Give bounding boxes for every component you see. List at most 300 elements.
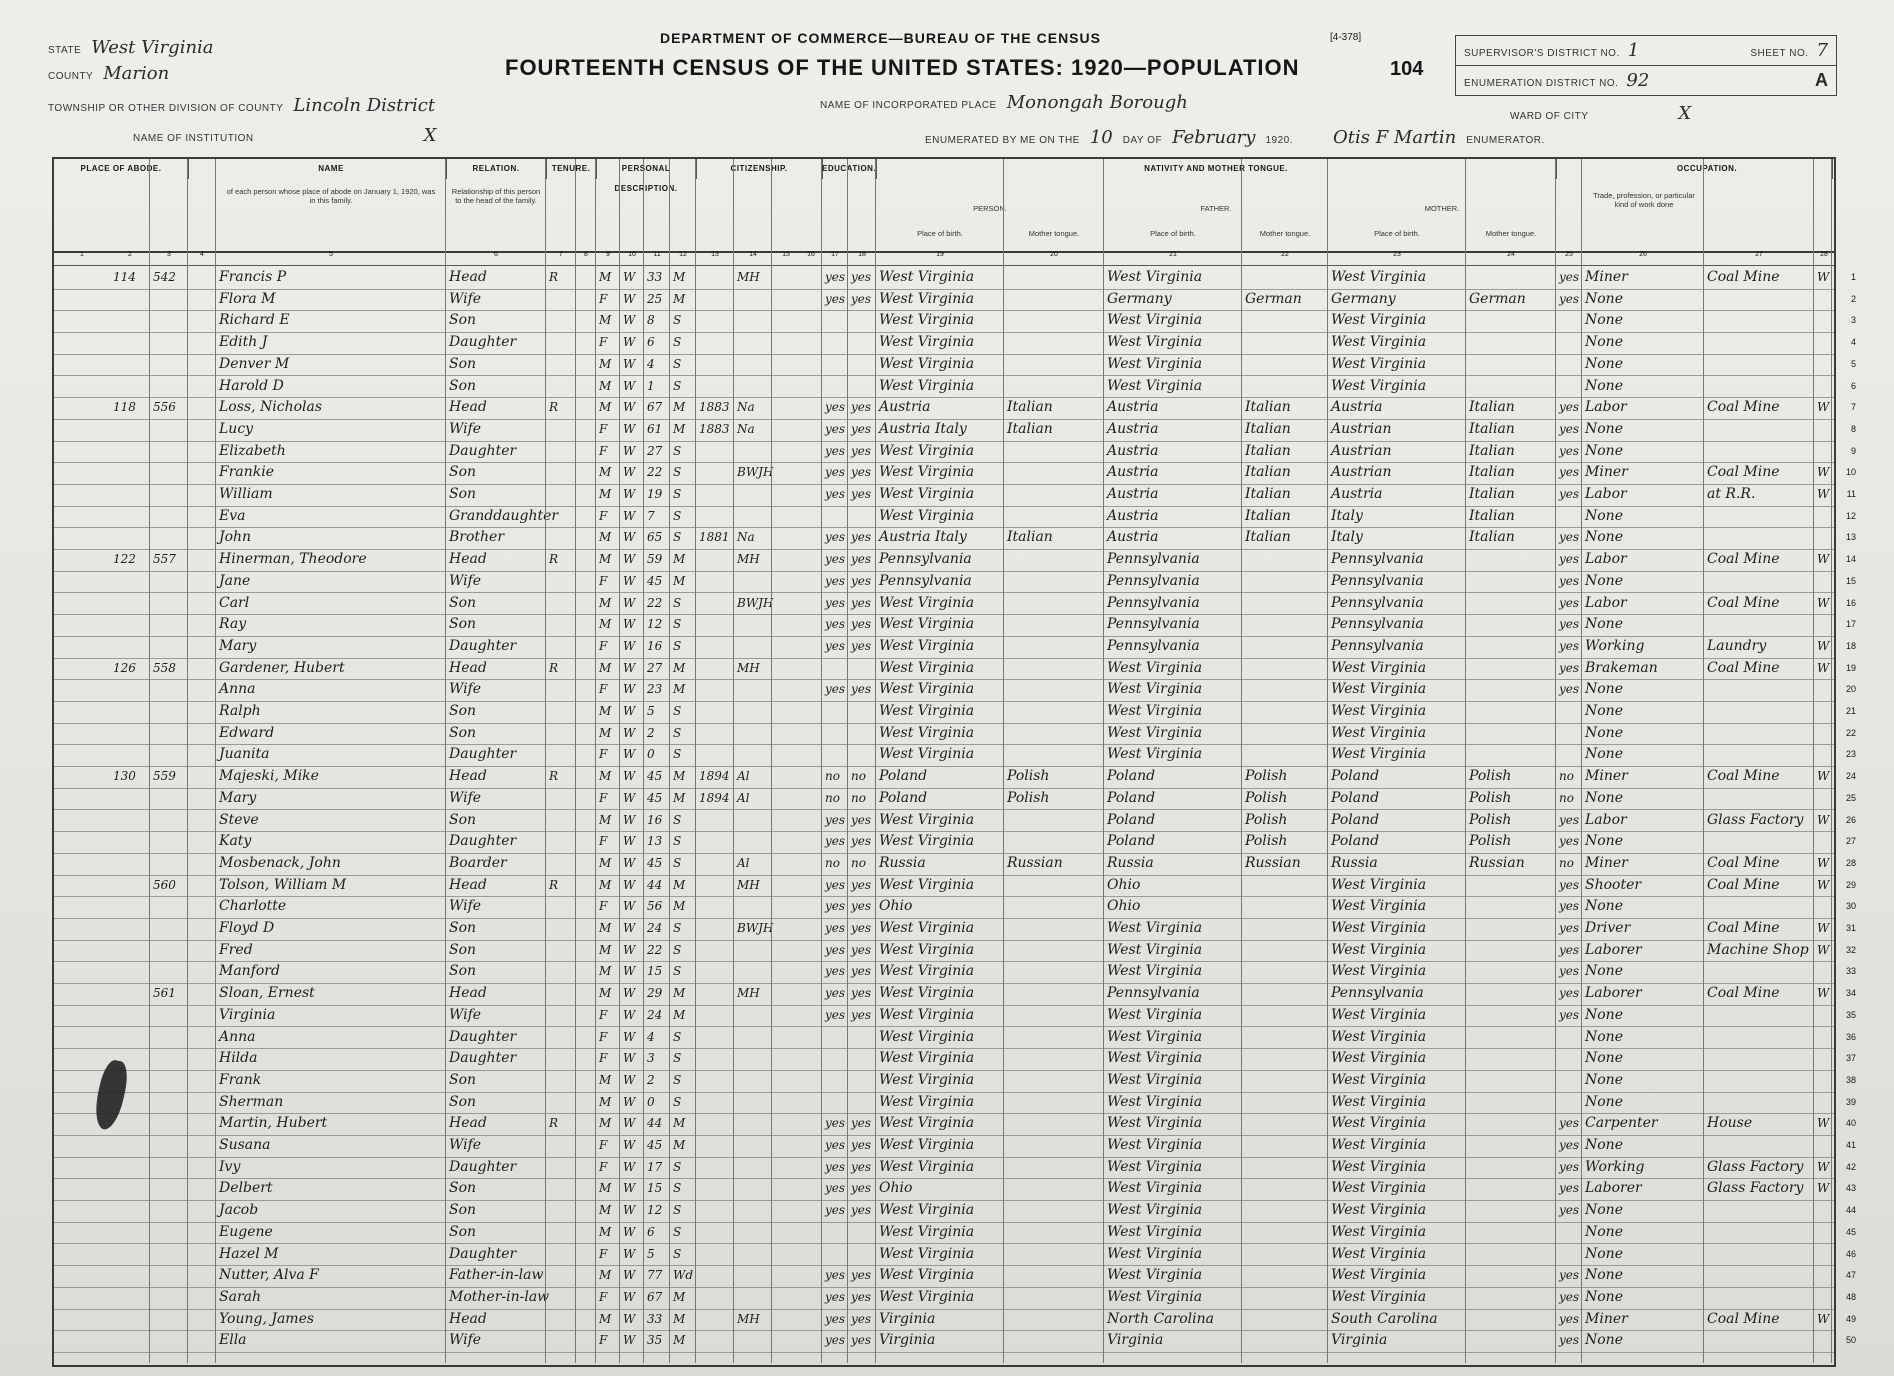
cell-tenure (549, 679, 574, 701)
form-code: [4-378] (1330, 32, 1362, 43)
cell-pob: Poland (879, 789, 928, 806)
cell-f-tongue: Italian (1245, 507, 1291, 524)
cell-age: 67 (647, 1289, 663, 1304)
cell-name: Mary (219, 789, 257, 806)
line-number: 12 (1845, 510, 1856, 521)
cell-immig (699, 1222, 732, 1244)
cell-ind: Coal Mine (1707, 659, 1780, 676)
line-number: 44 (1845, 1205, 1856, 1216)
cell-occ: None (1585, 898, 1623, 915)
cell-eng: yes (1559, 270, 1580, 284)
cell-nat: MH (737, 986, 760, 1001)
cell-marital: M (673, 400, 686, 415)
cell-f-pob: Poland (1107, 768, 1156, 785)
cell-m-tongue (1469, 723, 1554, 745)
cell-ind (1707, 506, 1812, 528)
cell-cls (1817, 701, 1830, 723)
cell-name: Susana (219, 1137, 271, 1153)
cell-f-pob: West Virginia (1107, 746, 1203, 763)
cell-f-tongue (1245, 875, 1326, 897)
line-number: 10 (1845, 467, 1856, 478)
cell-pob: West Virginia (879, 724, 975, 741)
cell-occ: None (1585, 1267, 1623, 1284)
cell-relation: Son (449, 594, 477, 611)
cell-nat (737, 1135, 770, 1157)
cell-immig: 1881 (699, 530, 730, 545)
cell-f-tongue (1245, 679, 1326, 701)
cell-dwelling (113, 983, 148, 1005)
line-number: 14 (1845, 554, 1856, 565)
cell-age: 17 (647, 1159, 663, 1174)
cell-immig (699, 983, 732, 1005)
cell-immig (699, 332, 732, 354)
cell-f-tongue: Italian (1245, 442, 1291, 459)
column-rule (1327, 159, 1328, 1363)
cell-cls: W (1817, 660, 1830, 675)
cell-f-pob: West Virginia (1107, 1223, 1203, 1240)
cell-dwelling (113, 875, 148, 897)
cell-write: yes (851, 552, 872, 567)
cell-race: W (623, 1333, 636, 1348)
cell-marital: S (673, 855, 682, 870)
cell-relation: Son (449, 1093, 477, 1110)
cell-nat: BWJH (737, 465, 774, 480)
cell-f-tongue (1245, 593, 1326, 615)
table-row (54, 918, 1856, 941)
cell-cls (1817, 614, 1830, 636)
cell-eng: no (1559, 790, 1574, 805)
cell-nat (737, 1048, 770, 1070)
table-row (54, 397, 1856, 420)
cell-dwelling (113, 527, 148, 549)
cell-occ: Miner (1585, 854, 1628, 871)
column-number: 18 (858, 251, 866, 258)
cell-eng (1559, 376, 1580, 398)
column-rule (875, 159, 876, 1363)
cell-pob: West Virginia (879, 616, 975, 633)
cell-tongue (1007, 267, 1102, 289)
cell-pob: Ohio (879, 898, 913, 915)
cell-immig (699, 744, 732, 766)
enumerator-name: Otis F Martin (1333, 127, 1457, 148)
cell-marital: S (673, 1051, 682, 1066)
line-number: 30 (1845, 901, 1856, 912)
cell-age: 35 (647, 1333, 663, 1348)
cell-occ: Miner (1585, 1310, 1628, 1327)
cell-read (825, 1070, 846, 1092)
cell-cls (1817, 1222, 1830, 1244)
cell-age: 5 (647, 704, 655, 718)
cell-m-tongue (1469, 1178, 1554, 1200)
cell-write: yes (851, 1138, 872, 1152)
cell-nat (737, 701, 770, 723)
cell-m-pob: Germany (1331, 290, 1396, 307)
cell-sex: F (599, 638, 608, 653)
cell-nat (737, 1265, 770, 1287)
cell-marital: S (673, 1029, 682, 1044)
cell-age: 24 (647, 921, 663, 935)
cell-m-pob: Austrian (1331, 420, 1392, 437)
cell-write: yes (851, 487, 872, 501)
cell-family (153, 1244, 186, 1266)
cell-read: yes (825, 1138, 846, 1152)
cell-m-tongue (1469, 332, 1554, 354)
cell-f-tongue (1245, 332, 1326, 354)
cell-read: yes (825, 1203, 846, 1218)
cell-cls: W (1817, 270, 1830, 284)
supervisor-value: 1 (1627, 40, 1640, 61)
cell-family (153, 441, 186, 463)
cell-cls: W (1817, 855, 1830, 870)
cell-sex: F (599, 1007, 608, 1022)
cell-f-pob: West Virginia (1107, 1267, 1203, 1284)
cell-tongue (1007, 289, 1102, 311)
cell-m-pob: West Virginia (1331, 963, 1427, 980)
cell-race: W (623, 1072, 636, 1087)
cell-relation: Son (449, 616, 477, 633)
cell-ind (1707, 1135, 1812, 1157)
cell-f-tongue (1245, 701, 1326, 723)
cell-eng: no (1559, 855, 1574, 870)
cell-family (153, 636, 186, 658)
cell-m-pob: Austrian (1331, 442, 1392, 459)
cell-family (153, 701, 186, 723)
cell-immig (699, 1113, 732, 1135)
cell-age: 16 (647, 812, 663, 827)
cell-name: Juanita (219, 746, 270, 763)
cell-family: 558 (153, 660, 176, 675)
cell-sex: M (599, 1094, 612, 1109)
cell-f-pob: Austria (1107, 529, 1159, 546)
cell-race: W (623, 595, 636, 610)
cell-marital: S (673, 1159, 682, 1174)
cell-tenure (549, 961, 574, 983)
cell-m-tongue (1469, 1027, 1554, 1049)
cell-marital: S (673, 530, 682, 545)
cell-sex: F (599, 1246, 608, 1261)
cell-marital: M (673, 790, 686, 805)
column-rule (1581, 159, 1582, 1363)
line-number: 38 (1845, 1074, 1856, 1085)
cell-name: Flora M (219, 290, 276, 307)
cell-read: yes (825, 638, 846, 653)
cell-m-pob: West Virginia (1331, 355, 1427, 372)
cell-read: yes (825, 964, 846, 979)
cell-tenure (549, 593, 574, 615)
cell-sex: F (599, 1138, 608, 1152)
group-header-education: EDUCATION. (822, 159, 877, 179)
county-value: Marion (103, 63, 170, 84)
cell-immig (699, 918, 732, 940)
cell-m-pob: Pennsylvania (1331, 616, 1424, 633)
cell-m-tongue (1469, 658, 1554, 680)
cell-race: W (623, 1268, 636, 1283)
line-number: 4 (1850, 337, 1856, 348)
cell-m-pob: West Virginia (1331, 312, 1427, 329)
cell-cls: W (1817, 812, 1830, 827)
cell-write (851, 1048, 874, 1070)
cell-family (153, 1309, 186, 1331)
supervisor-label: SUPERVISOR'S DISTRICT NO. (1464, 48, 1620, 59)
cell-nat (737, 723, 770, 745)
cell-f-pob: West Virginia (1107, 1071, 1203, 1088)
cell-nat (737, 636, 770, 658)
cell-m-tongue (1469, 1157, 1554, 1179)
cell-sex: M (599, 964, 612, 979)
cell-age: 45 (647, 769, 663, 784)
cell-tongue (1007, 1244, 1102, 1266)
cell-f-pob: Germany (1107, 290, 1172, 307)
cell-race: W (623, 1224, 636, 1239)
cell-immig: 1894 (699, 790, 730, 805)
incorporated-label: NAME OF INCORPORATED PLACE (820, 100, 997, 111)
cell-f-tongue (1245, 1178, 1326, 1200)
cell-tenure (549, 810, 574, 832)
cell-relation: Wife (449, 290, 482, 307)
cell-immig (699, 810, 732, 832)
cell-nat (737, 679, 770, 701)
cell-race: W (623, 465, 636, 480)
ward-value: X (1678, 103, 1692, 124)
cell-occ: None (1585, 334, 1623, 351)
cell-m-pob: West Virginia (1331, 1093, 1427, 1110)
cell-m-pob: Pennsylvania (1331, 551, 1424, 568)
cell-occ: None (1585, 963, 1623, 980)
line-number: 18 (1845, 640, 1856, 651)
cell-tenure (549, 1330, 574, 1352)
cell-m-tongue (1469, 1200, 1554, 1222)
column-rule (695, 159, 696, 1363)
cell-write: yes (851, 530, 872, 545)
cell-nat: Al (737, 790, 750, 805)
table-row (54, 983, 1856, 1006)
cell-tongue (1007, 1200, 1102, 1222)
cell-m-tongue (1469, 267, 1554, 289)
cell-write: yes (851, 877, 872, 892)
cell-f-pob: Pennsylvania (1107, 616, 1200, 633)
cell-f-tongue: Italian (1245, 420, 1291, 437)
cell-write: yes (851, 682, 872, 697)
table-row (54, 1287, 1856, 1310)
cell-age: 4 (647, 356, 655, 371)
cell-write: yes (851, 400, 872, 415)
cell-dwelling (113, 810, 148, 832)
cell-dwelling (113, 1005, 148, 1027)
cell-tenure (549, 701, 574, 723)
cell-nat (737, 376, 770, 398)
cell-tenure (549, 310, 574, 332)
line-number: 49 (1845, 1313, 1856, 1324)
cell-cls (1817, 788, 1830, 810)
cell-m-tongue (1469, 1222, 1554, 1244)
cell-tongue (1007, 983, 1102, 1005)
cell-f-tongue (1245, 571, 1326, 593)
cell-read (825, 1048, 846, 1070)
cell-pob: West Virginia (879, 920, 975, 936)
cell-family (153, 1005, 186, 1027)
cell-m-tongue: Italian (1469, 420, 1515, 437)
cell-age: 5 (647, 1246, 655, 1261)
cell-marital: S (673, 617, 682, 632)
cell-tenure (549, 940, 574, 962)
cell-race: W (623, 942, 636, 957)
cell-eng: yes (1559, 964, 1580, 979)
cell-eng: yes (1559, 465, 1580, 480)
table-row (54, 658, 1856, 681)
cell-family (153, 1178, 186, 1200)
cell-ind (1707, 376, 1812, 398)
day-of-label: DAY OF (1122, 135, 1163, 146)
cell-immig (699, 506, 732, 528)
column-rule (1831, 159, 1832, 1363)
cell-name: Anna (219, 1028, 256, 1045)
cell-marital: M (673, 1289, 686, 1304)
cell-ind: Coal Mine (1707, 594, 1780, 611)
cell-sex: F (599, 1289, 608, 1304)
cell-m-pob: Virginia (1331, 1332, 1388, 1349)
cell-read: yes (825, 812, 846, 827)
cell-marital: Wd (673, 1268, 694, 1283)
cell-tongue (1007, 940, 1102, 962)
cell-f-tongue: German (1245, 290, 1302, 307)
cell-tongue (1007, 1330, 1102, 1352)
cell-name: Floyd D (219, 920, 275, 936)
cell-tongue (1007, 593, 1102, 615)
cell-race: W (623, 291, 636, 306)
cell-race: W (623, 986, 636, 1001)
cell-read: yes (825, 682, 846, 697)
cell-write (851, 332, 874, 354)
cell-read: yes (825, 1289, 846, 1304)
cell-f-pob: West Virginia (1107, 963, 1203, 980)
cell-race: W (623, 1311, 636, 1326)
cell-immig (699, 1027, 732, 1049)
cell-name: Loss, Nicholas (219, 399, 323, 416)
cell-read (825, 310, 846, 332)
cell-pob: West Virginia (879, 637, 975, 654)
cell-age: 3 (647, 1051, 655, 1066)
cell-pob: West Virginia (879, 833, 975, 850)
cell-f-tongue (1245, 723, 1326, 745)
table-row (54, 723, 1856, 746)
cell-name: Fred (219, 941, 253, 958)
cell-ind: Coal Mine (1707, 768, 1780, 785)
cell-m-tongue (1469, 376, 1554, 398)
cell-sex: F (599, 1029, 608, 1044)
cell-f-pob: West Virginia (1107, 1006, 1203, 1023)
line-number: 16 (1845, 597, 1856, 608)
table-row (54, 744, 1856, 767)
cell-sex: F (599, 834, 608, 849)
cell-sex: M (599, 465, 612, 480)
cell-marital: M (673, 1007, 686, 1022)
cell-m-pob: West Virginia (1331, 1223, 1427, 1240)
cell-race: W (623, 421, 636, 436)
cell-ind (1707, 788, 1812, 810)
enumerated-label: ENUMERATED BY ME ON THE (925, 135, 1080, 146)
subheader-mother: MOTHER. (1424, 204, 1460, 213)
cell-m-tongue (1469, 1244, 1554, 1266)
line-number: 50 (1845, 1335, 1856, 1346)
cell-ind (1707, 1265, 1812, 1287)
cell-family (153, 918, 186, 940)
cell-write: yes (851, 443, 872, 458)
cell-age: 8 (647, 313, 655, 328)
cell-f-tongue (1245, 1157, 1326, 1179)
cell-age: 56 (647, 899, 663, 914)
cell-f-pob: West Virginia (1107, 312, 1203, 329)
cell-race: W (623, 747, 636, 762)
cell-f-tongue (1245, 354, 1326, 376)
cell-cls (1817, 354, 1830, 376)
cell-age: 22 (647, 595, 663, 610)
line-number: 27 (1845, 836, 1856, 847)
cell-name: Steve (219, 811, 259, 828)
cell-ind: Coal Mine (1707, 464, 1780, 481)
column-rule (595, 159, 596, 1363)
line-number: 7 (1850, 402, 1856, 413)
cell-m-pob: Pennsylvania (1331, 572, 1424, 589)
cell-eng: yes (1559, 877, 1580, 892)
cell-f-tongue (1245, 1005, 1326, 1027)
cell-f-pob: West Virginia (1107, 1288, 1203, 1305)
cell-sex: M (599, 1311, 612, 1326)
cell-ind: Coal Mine (1707, 876, 1780, 893)
cell-read: yes (825, 899, 846, 914)
cell-read: yes (825, 552, 846, 567)
cell-f-tongue (1245, 1027, 1326, 1049)
cell-m-tongue (1469, 1092, 1554, 1114)
cell-name: Lucy (219, 420, 254, 437)
cell-marital: M (673, 421, 686, 436)
cell-read: yes (825, 921, 846, 935)
cell-occ: Miner (1585, 464, 1628, 481)
cell-write: yes (851, 1333, 872, 1348)
cell-ind: Laundry (1707, 637, 1767, 654)
cell-write: yes (851, 291, 872, 306)
enumeration-value: 92 (1626, 70, 1650, 91)
cell-relation: Head (449, 659, 487, 676)
cell-occ: Labor (1585, 811, 1627, 828)
cell-family (153, 593, 186, 615)
cell-occ: None (1585, 703, 1623, 719)
cell-nat (737, 1178, 770, 1200)
cell-dwelling: 118 (113, 400, 136, 415)
incorporated-value: Monongah Borough (1006, 92, 1188, 113)
cell-cls: W (1817, 552, 1830, 567)
cell-tongue (1007, 549, 1102, 571)
cell-dwelling (113, 571, 148, 593)
cell-marital: S (673, 964, 682, 979)
cell-f-tongue (1245, 636, 1326, 658)
cell-ind: Coal Mine (1707, 1310, 1780, 1327)
cell-race: W (623, 1159, 636, 1174)
table-row (54, 419, 1856, 442)
enumerator-label: ENUMERATOR. (1466, 135, 1545, 146)
cell-marital: M (673, 682, 686, 697)
cell-ind (1707, 1287, 1812, 1309)
column-rule (187, 159, 188, 1363)
cell-nat (737, 810, 770, 832)
cell-family (153, 896, 186, 918)
table-row (54, 527, 1856, 550)
cell-occ: None (1585, 355, 1623, 372)
column-number: 11 (653, 251, 661, 258)
cell-relation: Wife (449, 789, 482, 806)
table-row (54, 484, 1856, 507)
cell-pob: West Virginia (879, 876, 975, 893)
cell-name: Tolson, William M (219, 876, 347, 893)
